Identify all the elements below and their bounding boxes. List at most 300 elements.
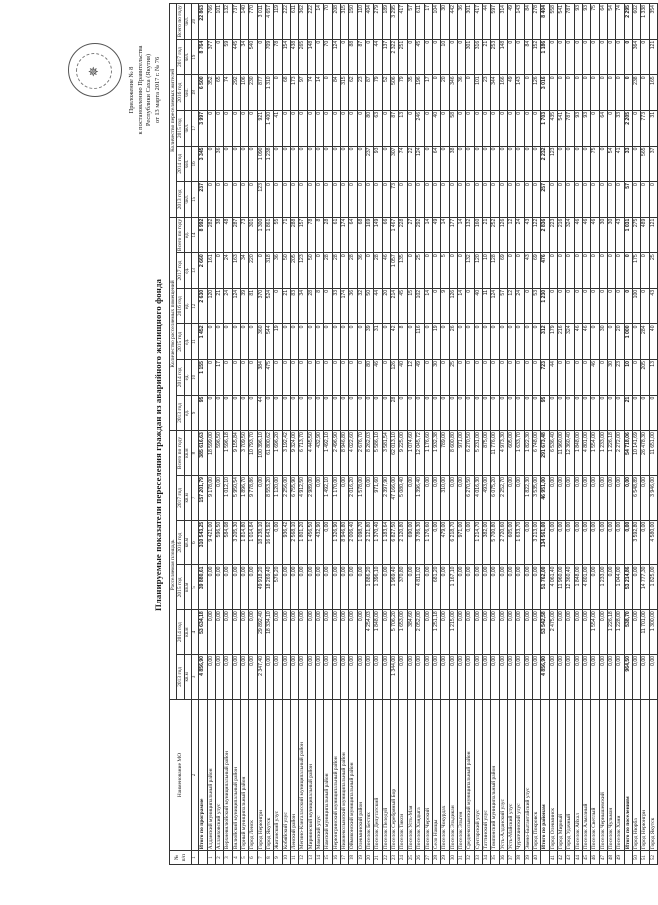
row-value: 24: [516, 217, 524, 253]
row-value: 0: [357, 146, 365, 182]
row-value: 0,00: [491, 654, 499, 699]
header-unit: ед.: [184, 324, 191, 360]
row-value: 0: [583, 253, 591, 289]
row-value: 360: [257, 324, 265, 360]
row-value: 10 793,70: [249, 431, 257, 476]
row-value: 87: [391, 110, 399, 146]
header-unit: ед.: [184, 253, 191, 289]
row-value: 64: [432, 146, 440, 182]
row-value: 1 300: [257, 217, 265, 253]
row-value: 2 121,80: [366, 520, 374, 565]
row-value: 0: [457, 360, 465, 396]
row-value: 0: [524, 182, 532, 218]
row-value: 22 863: [199, 4, 207, 40]
row-value: 877: [257, 75, 265, 111]
row-value: 0: [282, 110, 290, 146]
table-row: [524, 4, 532, 865]
header-name: Наименование МО: [170, 699, 192, 851]
row-value: 135: [399, 253, 407, 289]
row-value: 0: [558, 360, 566, 396]
row-municipality-name: Город Мирный: [558, 699, 566, 851]
table-row: [291, 4, 299, 865]
row-value: 0: [441, 110, 449, 146]
row-value: 0: [549, 288, 557, 324]
row-value: 0: [324, 288, 332, 324]
row-value: 0,00: [441, 654, 449, 699]
row-number: 42: [558, 851, 566, 865]
row-value: 104: [432, 4, 440, 40]
row-value: 0,00: [599, 520, 607, 565]
header-unit: кв.м: [184, 520, 191, 565]
row-value: 0: [558, 253, 566, 289]
row-value: 25: [649, 253, 657, 289]
row-number: 14: [316, 851, 324, 865]
row-number: 8: [265, 851, 273, 865]
row-value: 54: [608, 4, 616, 40]
table-row: [357, 4, 365, 865]
row-value: 1 214,70: [474, 520, 482, 565]
row-number: 33: [474, 851, 482, 865]
row-value: 43: [524, 217, 532, 253]
row-number: 19: [357, 851, 365, 865]
row-value: 0: [507, 39, 515, 75]
row-value: 1 344,00: [391, 654, 399, 699]
row-value: 9 324,00: [291, 431, 299, 476]
row-value: 541: [558, 110, 566, 146]
row-value: 53 214,86: [624, 565, 632, 610]
row-value: 0: [441, 324, 449, 360]
row-municipality-name: Аллаиховский улус: [215, 699, 223, 851]
row-value: 0: [274, 75, 282, 111]
row-value: 584,08: [224, 520, 232, 565]
row-value: 0: [457, 146, 465, 182]
row-value: 0,00: [299, 565, 307, 610]
row-value: 17: [424, 75, 432, 111]
row-value: 0,00: [641, 475, 649, 520]
header-year: 2015 год: [177, 110, 184, 146]
row-value: 475: [265, 360, 273, 396]
row-value: 0: [449, 182, 457, 218]
row-value: 0: [432, 288, 440, 324]
row-value: 102: [416, 288, 424, 324]
row-value: 84: [332, 75, 340, 111]
row-value: 0,00: [466, 565, 474, 610]
row-value: 0: [299, 360, 307, 396]
row-value: 0: [524, 288, 532, 324]
row-value: 0,00: [608, 520, 616, 565]
row-value: 2 836: [541, 217, 549, 253]
row-value: 61 800,62: [265, 431, 273, 476]
row-value: 540: [249, 39, 257, 75]
row-value: 0: [507, 360, 515, 396]
row-value: 0: [349, 360, 357, 396]
row-municipality-name: Поселок Светлый: [591, 699, 599, 851]
row-value: 55: [274, 217, 282, 253]
row-number: 17: [341, 851, 349, 865]
row-value: 1 167,10: [449, 565, 457, 610]
row-value: 0,00: [215, 610, 223, 655]
row-municipality-name: Нижнеколымский муниципальный район: [341, 699, 349, 851]
row-value: 0: [399, 395, 407, 431]
row-number: 36: [499, 851, 507, 865]
header-column-number: 18: [192, 75, 199, 111]
row-value: 0: [649, 182, 657, 218]
row-value: 0,00: [641, 654, 649, 699]
row-value: 558: [549, 4, 557, 40]
row-value: 1 596,18: [224, 431, 232, 476]
row-value: 0,00: [457, 610, 465, 655]
row-value: 0: [566, 288, 574, 324]
row-value: 6 536,40: [549, 431, 557, 476]
row-value: 0: [566, 395, 574, 431]
row-value: 173: [291, 75, 299, 111]
row-value: 0,00: [257, 475, 265, 520]
row-value: 0: [574, 146, 582, 182]
row-value: 189: [382, 4, 390, 40]
row-value: 1 848,00: [374, 610, 382, 655]
row-value: 0: [474, 324, 482, 360]
row-value: 0: [441, 182, 449, 218]
row-value: 0: [324, 324, 332, 360]
row-value: 1 098,70: [357, 520, 365, 565]
row-municipality-name: Поселок Пеледуй: [382, 699, 390, 851]
row-value: 148: [307, 39, 315, 75]
row-value: 78: [307, 217, 315, 253]
row-value: 36: [349, 288, 357, 324]
header-unit: ед.: [184, 360, 191, 396]
row-municipality-name: Город Удачный: [566, 699, 574, 851]
row-municipality-name: Поселок Тикси: [399, 699, 407, 851]
row-value: 0,00: [332, 565, 340, 610]
row-value: 0,00: [424, 654, 432, 699]
row-value: 0,00: [215, 565, 223, 610]
row-municipality-name: Поселок Депутатский: [374, 699, 382, 851]
row-value: 2 676,70: [357, 431, 365, 476]
row-value: 0: [382, 324, 390, 360]
row-value: 17: [215, 360, 223, 396]
row-value: 0: [265, 395, 273, 431]
row-value: 0: [441, 146, 449, 182]
row-value: 0,00: [574, 475, 582, 520]
row-value: 0: [240, 360, 248, 396]
row-value: 1 300,00: [649, 610, 657, 655]
row-value: 0: [558, 395, 566, 431]
row-municipality-name: Томпонский муниципальный район: [491, 699, 499, 851]
row-value: 0: [224, 146, 232, 182]
row-value: 21: [215, 288, 223, 324]
row-value: 0,00: [491, 565, 499, 610]
row-value: 0: [341, 324, 349, 360]
row-value: 33: [616, 110, 624, 146]
row-value: 0: [341, 146, 349, 182]
row-value: 1 554,00: [591, 610, 599, 655]
row-value: 0,00: [407, 565, 415, 610]
row-value: 0: [432, 395, 440, 431]
row-value: 8 946,80: [341, 520, 349, 565]
row-value: 28: [374, 253, 382, 289]
row-value: 1 896,70: [240, 475, 248, 520]
table-row: [499, 4, 507, 865]
annex-line-3: от 13 марта 2017 г. № 76: [153, 56, 161, 124]
row-value: 0,00: [291, 654, 299, 699]
row-value: 28: [324, 217, 332, 253]
row-value: 10: [624, 360, 632, 396]
row-value: 0,00: [457, 654, 465, 699]
row-value: 2 568,10: [291, 520, 299, 565]
row-value: 0: [599, 360, 607, 396]
row-value: 0: [332, 182, 340, 218]
row-value: 0,00: [524, 654, 532, 699]
row-value: 1 155: [199, 360, 207, 396]
row-value: 30: [599, 324, 607, 360]
row-value: 126: [391, 360, 399, 396]
table-row: [482, 4, 490, 865]
row-value: 214: [391, 288, 399, 324]
row-value: 0,00: [357, 565, 365, 610]
header-year: Всего по году: [177, 5, 184, 38]
row-value: 0: [516, 182, 524, 218]
row-value: 0: [224, 324, 232, 360]
row-value: 0: [224, 395, 232, 431]
row-value: 116: [416, 324, 424, 360]
row-value: 36: [215, 146, 223, 182]
row-value: 42: [391, 324, 399, 360]
row-value: 432,90: [316, 520, 324, 565]
row-value: 0: [207, 360, 215, 396]
row-municipality-name: Жиганский улус: [274, 699, 282, 851]
row-value: 0: [532, 395, 540, 431]
row-value: 0: [482, 146, 490, 182]
row-value: 3 581,54: [382, 431, 390, 476]
row-value: 2 630: [199, 288, 207, 324]
row-value: 0: [416, 182, 424, 218]
row-value: 0,00: [299, 610, 307, 655]
row-municipality-name: Поселок Эльдикан: [449, 699, 457, 851]
row-value: 0: [274, 288, 282, 324]
row-value: 0: [432, 182, 440, 218]
row-value: 2 347,40: [257, 654, 265, 699]
row-municipality-name: Поселок Хани: [616, 699, 624, 851]
row-municipality-name: Кобяйский улус: [282, 699, 290, 851]
row-value: 0: [249, 324, 257, 360]
row-value: 8: [399, 324, 407, 360]
row-value: 6 500: [199, 75, 207, 111]
row-value: 0: [265, 182, 273, 218]
row-value: 11 960,00: [558, 431, 566, 476]
table-row: [324, 4, 332, 865]
row-value: 0: [591, 182, 599, 218]
row-value: 0,00: [482, 565, 490, 610]
header-column-number: 2: [192, 699, 199, 851]
row-value: 0: [466, 395, 474, 431]
row-value: 0,00: [591, 654, 599, 699]
table-row: [407, 4, 415, 865]
row-value: 0: [240, 324, 248, 360]
row-value: 124: [232, 288, 240, 324]
header-year: 2014 год: [177, 360, 184, 396]
row-value: 921: [257, 110, 265, 146]
row-value: 0,00: [324, 654, 332, 699]
row-value: 576,20: [274, 565, 282, 610]
row-number: 40: [532, 851, 540, 865]
row-value: 0: [432, 39, 440, 75]
row-value: 9 225,00: [399, 431, 407, 476]
row-value: 0: [274, 395, 282, 431]
row-municipality-name: Итого по районам: [541, 699, 549, 851]
header-group-people: Количество переселяемых жителей: [170, 4, 177, 218]
row-value: 6 713,70: [299, 431, 307, 476]
row-value: 50: [366, 288, 374, 324]
row-value: 0: [532, 182, 540, 218]
row-value: 44: [374, 39, 382, 75]
row-value: 8: [316, 217, 324, 253]
row-value: 1 932,38: [432, 431, 440, 476]
row-value: 30: [608, 360, 616, 396]
row-value: 0: [549, 75, 557, 111]
row-value: 0,00: [282, 654, 290, 699]
row-value: 179: [549, 324, 557, 360]
row-value: 28: [307, 288, 315, 324]
row-value: 346: [449, 75, 457, 111]
row-value: 0: [382, 395, 390, 431]
row-value: 0: [616, 395, 624, 431]
row-value: 0: [307, 110, 315, 146]
row-municipality-name: Город Якутск: [265, 699, 273, 851]
row-value: 438: [291, 39, 299, 75]
row-value: 0: [432, 75, 440, 111]
row-value: 0: [449, 253, 457, 289]
row-value: 435: [549, 110, 557, 146]
row-value: 0,00: [583, 520, 591, 565]
row-value: 8: [316, 288, 324, 324]
row-value: 0: [532, 110, 540, 146]
header-unit: чел.: [184, 39, 191, 75]
row-value: 0: [299, 324, 307, 360]
row-value: 0: [307, 182, 315, 218]
row-number: 25: [407, 851, 415, 865]
row-value: 237: [366, 146, 374, 182]
header-column-number: 6: [192, 520, 199, 565]
row-value: 123: [549, 146, 557, 182]
row-value: 0: [282, 324, 290, 360]
row-municipality-name: Усть-Майский улус: [507, 699, 515, 851]
row-municipality-name: Город Якутск: [649, 699, 657, 851]
row-value: 1 822,30: [524, 475, 532, 520]
row-value: 0,00: [549, 475, 557, 520]
row-value: 0: [407, 110, 415, 146]
row-value: 57: [499, 288, 507, 324]
row-value: 0,00: [566, 610, 574, 655]
row-value: 3 786,30: [416, 520, 424, 565]
row-value: 95: [541, 395, 549, 431]
row-value: 30: [608, 217, 616, 253]
row-value: 0: [574, 182, 582, 218]
row-number: 6: [249, 851, 257, 865]
row-value: 417: [399, 4, 407, 40]
row-value: 14: [441, 217, 449, 253]
table-row: [307, 4, 315, 865]
row-value: 0: [232, 182, 240, 218]
row-value: 11 651,00: [649, 431, 657, 476]
row-value: 0,00: [616, 520, 624, 565]
row-value: 18 269,40: [265, 565, 273, 610]
row-municipality-name: Поселок Бестях: [366, 699, 374, 851]
row-value: 13: [399, 110, 407, 146]
row-value: 0: [516, 253, 524, 289]
row-value: 123: [299, 253, 307, 289]
row-value: 121: [649, 217, 657, 253]
row-value: 316: [474, 39, 482, 75]
row-municipality-name: Село Намцы: [432, 699, 440, 851]
resettlement-table-container: [169, 3, 656, 865]
header-column-number: 14: [192, 217, 199, 253]
row-value: 154: [282, 39, 290, 75]
header-year: 2013 год: [177, 182, 184, 218]
row-value: 0: [591, 253, 599, 289]
header-unit: чел.: [184, 182, 191, 218]
row-value: 0: [457, 182, 465, 218]
row-value: 0: [299, 146, 307, 182]
row-value: 0,00: [457, 475, 465, 520]
row-value: 382,00: [482, 520, 490, 565]
row-value: 0,00: [240, 610, 248, 655]
row-value: 2 720,60: [499, 520, 507, 565]
row-number: 11: [291, 851, 299, 865]
row-value: 8 404: [541, 4, 549, 40]
row-value: 1 226,18: [608, 431, 616, 476]
row-value: 10: [441, 39, 449, 75]
row-value: 0: [524, 110, 532, 146]
row-value: 1 233,00: [599, 431, 607, 476]
row-value: 48: [224, 217, 232, 253]
row-value: 971,00: [457, 431, 465, 476]
row-value: 0,00: [633, 654, 641, 699]
row-value: 43: [616, 217, 624, 253]
row-value: 0: [466, 110, 474, 146]
row-value: 0: [324, 360, 332, 396]
row-value: 79: [374, 75, 382, 111]
table-row: [432, 4, 440, 865]
row-value: 220: [249, 253, 257, 289]
row-value: 0: [566, 182, 574, 218]
annex-title: Приложение № 8: [128, 66, 135, 114]
row-value: 73: [391, 182, 399, 218]
row-value: 442: [449, 4, 457, 40]
row-value: 0: [466, 288, 474, 324]
row-value: 1 848,00: [574, 565, 582, 610]
row-value: 0: [466, 324, 474, 360]
row-value: 119: [274, 4, 282, 40]
row-value: 0: [316, 395, 324, 431]
row-value: 0: [516, 360, 524, 396]
row-value: 62 013,10: [391, 431, 399, 476]
row-value: 0: [499, 324, 507, 360]
table-row: [341, 4, 349, 865]
row-value: 0: [591, 288, 599, 324]
row-value: 0: [466, 182, 474, 218]
row-value: 22: [407, 146, 415, 182]
row-value: 0: [207, 182, 215, 218]
row-value: 0: [357, 360, 365, 396]
table-row: [265, 4, 273, 865]
header-column-number: 4: [192, 610, 199, 655]
table-row: [416, 4, 424, 865]
row-value: 3 192,42: [282, 431, 290, 476]
row-value: 0: [633, 324, 641, 360]
table-group-header: [170, 4, 177, 865]
row-value: 14 777,30: [641, 565, 649, 610]
row-value: 0,00: [482, 654, 490, 699]
